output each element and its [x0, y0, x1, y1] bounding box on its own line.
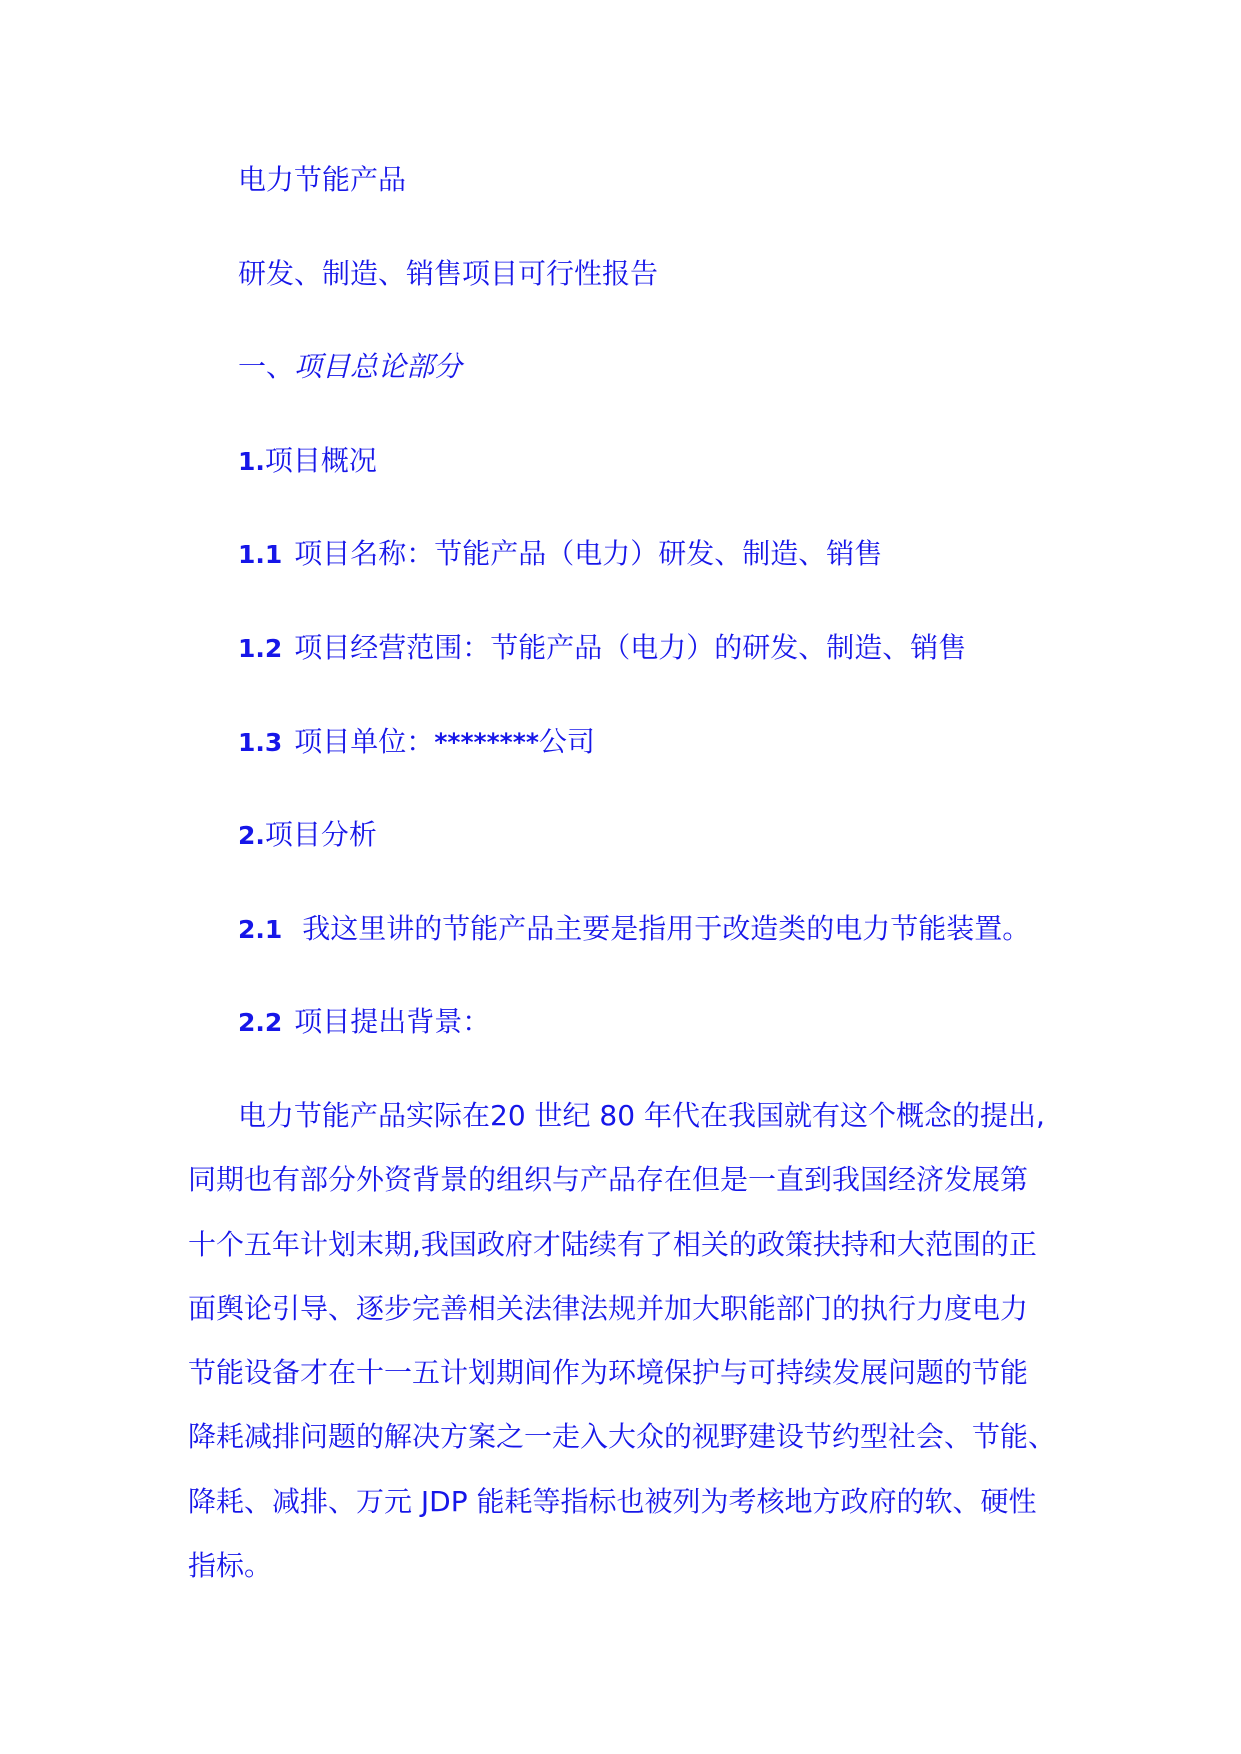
item-text: 项目单位： — [294, 724, 435, 758]
masked-company-name: ******** — [434, 727, 539, 757]
item-2-2 — [238, 975, 1198, 1069]
paragraph-line: 节能设备才在十一五计划期间作为环境保护与可持续发展问题的节能 — [188, 1356, 1029, 1390]
item-1-3 — [238, 695, 1198, 789]
item-2-1 — [238, 882, 1198, 976]
item-text: 项目分析 — [264, 818, 377, 852]
item-text: 项目提出背景： — [294, 1005, 491, 1039]
paragraph-line: 电力节能产品实际在20 世纪 80 年代在我国就有这个概念的提出, — [238, 1099, 1045, 1132]
section-prefix: 一、 — [238, 350, 295, 384]
paragraph-line: 同期也有部分外资背景的组织与产品存在但是一直到我国经济发展第 — [188, 1163, 1029, 1197]
paragraph-line: 面舆论引导、逐步完善相关法律法规并加大职能部门的执行力度电力 — [188, 1291, 1029, 1325]
background-paragraph — [188, 1084, 1188, 1598]
paragraph-line: 十个五年计划末期,我国政府才陆续有了相关的政策扶持和大范围的正 — [188, 1227, 1037, 1261]
paragraph-line: 降耗、减排、万元 JDP 能耗等指标也被列为考核地方政府的软、硬性 — [188, 1484, 1037, 1518]
paragraph-line: 降耗减排问题的解决方案之一走入大众的视野建设节约型社会、节能、 — [188, 1420, 1057, 1454]
item-suffix: 公司 — [538, 724, 595, 758]
item-1 — [238, 414, 1198, 508]
item-text: 项目概况 — [264, 443, 377, 477]
item-2 — [238, 788, 1198, 882]
item-1-2 — [238, 601, 1198, 695]
section-title: 项目总论部分 — [294, 350, 463, 384]
item-number: 1.2 — [238, 633, 283, 663]
item-text: 我这里讲的节能产品主要是指用于改造类的电力节能装置。 — [302, 911, 1031, 945]
paragraph-line: 指标。 — [188, 1549, 273, 1583]
item-number: 1. — [238, 446, 265, 476]
document-title: 电力节能产品 — [238, 163, 407, 196]
item-number: 1.3 — [238, 727, 283, 757]
item-text: 项目经营范围：节能产品（电力）的研发、制造、销售 — [294, 630, 967, 664]
item-number: 2.1 — [238, 914, 283, 944]
document-subtitle: 研发、制造、销售项目可行性报告 — [238, 256, 659, 290]
section-heading-1 — [238, 320, 1198, 414]
item-1-1 — [238, 507, 1198, 601]
item-number: 2.2 — [238, 1008, 283, 1038]
item-text: 项目名称：节能产品（电力）研发、制造、销售 — [294, 537, 883, 571]
item-number: 2. — [238, 821, 265, 851]
heading-block — [238, 133, 1198, 1069]
item-number: 1.1 — [238, 540, 283, 570]
